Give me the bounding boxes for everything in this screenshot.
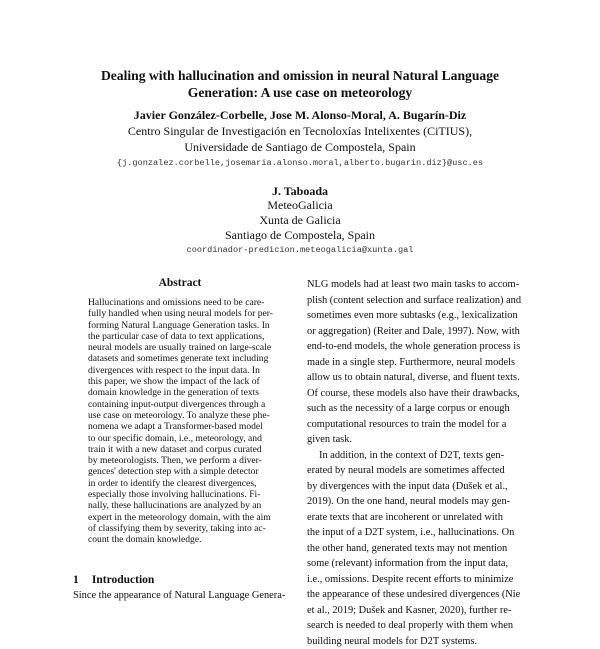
second-author-email: coordinador-predicion.meteogalicia@xunta.gal bbox=[60, 245, 540, 255]
body-line: search is needed to deal properly with them when bbox=[307, 618, 539, 634]
abstract-line: use case on meteorology. To analyze these phe- bbox=[88, 410, 272, 421]
abstract-line: divergences with respect to the input data. In bbox=[88, 365, 272, 376]
title-line-2: Generation: A use case on meteorology bbox=[60, 84, 540, 101]
body-line: some (relevant) information from the input data, bbox=[307, 556, 539, 572]
abstract-line: train it with a new dataset and corpus curated bbox=[88, 444, 272, 455]
body-line: given task. bbox=[307, 432, 539, 448]
abstract-line: in order to identify the clearest divergences, bbox=[88, 478, 272, 489]
abstract-line: Hallucinations and omissions need to be care- bbox=[88, 297, 272, 308]
body-line: erated by neural models are sometimes affected bbox=[307, 463, 539, 479]
abstract-line: domain knowledge in the generation of texts bbox=[88, 387, 272, 398]
abstract-line: count the domain knowledge. bbox=[88, 534, 272, 545]
abstract-line: to our specific domain, i.e., meteorology, and bbox=[88, 433, 272, 444]
affiliation-line-2: Universidade de Santiago de Compostela, Spain bbox=[60, 140, 540, 156]
right-column-body bbox=[307, 277, 539, 649]
body-line: In addition, in the context of D2T, texts gen- bbox=[307, 448, 539, 464]
body-line: end-to-end models, the whole generation process is bbox=[307, 339, 539, 355]
second-affiliation-city: Santiago de Compostela, Spain bbox=[60, 228, 540, 244]
body-line: sometimes even more subtasks (e.g., lexicalization bbox=[307, 308, 539, 324]
author-emails: {j.gonzalez.corbelle,josemaria.alonso.moral,alberto.bugarin.diz}@usc.es bbox=[60, 158, 540, 168]
body-line: erate texts that are incoherent or unrelated with bbox=[307, 510, 539, 526]
body-line: NLG models had at least two main tasks to accom- bbox=[307, 277, 539, 293]
affiliation-line-1: Centro Singular de Investigación en Tecnoloxías Intelixentes (CiTIUS), bbox=[60, 124, 540, 140]
abstract-line: especially those involving hallucinations. Fi- bbox=[88, 489, 272, 500]
abstract-line: forming Natural Language Generation tasks. In bbox=[88, 320, 272, 331]
section-heading-introduction bbox=[73, 574, 154, 586]
title-line-1: Dealing with hallucination and omission in neural Natural Language bbox=[60, 67, 540, 84]
body-line: et al., 2019; Dušek and Kasner, 2020), further re- bbox=[307, 603, 539, 619]
abstract-line: containing input-output divergences through a bbox=[88, 399, 272, 410]
abstract-heading: Abstract bbox=[75, 277, 285, 289]
second-affiliation-org: MeteoGalicia bbox=[60, 198, 540, 214]
body-line: such as the necessity of a large corpus or enough bbox=[307, 401, 539, 417]
body-line: i.e., omissions. Despite recent efforts to minimize bbox=[307, 572, 539, 588]
section-number: 1 bbox=[73, 574, 89, 586]
abstract-line: nally, these hallucinations are analyzed by an bbox=[88, 500, 272, 511]
body-line: made in a single step. Furthermore, neural models bbox=[307, 355, 539, 371]
abstract-line: datasets and sometimes generate text including bbox=[88, 353, 272, 364]
abstract-line: fully handled when using neural models for per- bbox=[88, 308, 272, 319]
abstract-line: of classifying them by severity, taking into ac- bbox=[88, 523, 272, 534]
abstract-line: nomena we adapt a Transformer-based model bbox=[88, 421, 272, 432]
abstract-line: this paper, we show the impact of the lack of bbox=[88, 376, 272, 387]
body-line: or aggregation) (Reiter and Dale, 1997). Now, with bbox=[307, 324, 539, 340]
body-line: the input of a D2T system, i.e., hallucinations. On bbox=[307, 525, 539, 541]
author-names: Javier González-Corbelle, Jose M. Alonso-Moral, A. Bugarín-Diz bbox=[60, 108, 540, 124]
body-line: by divergences with the input data (Dušek et al., bbox=[307, 479, 539, 495]
abstract-line: neural models are usually trained on large-scale bbox=[88, 342, 272, 353]
body-line: 2019). On the one hand, neural models may gen- bbox=[307, 494, 539, 510]
abstract-body bbox=[88, 297, 272, 546]
section-title: Introduction bbox=[92, 574, 154, 586]
body-line: plish (content selection and surface realization) and bbox=[307, 293, 539, 309]
abstract-line: expert in the meteorology domain, with the aim bbox=[88, 512, 272, 523]
body-line: computational resources to train the model for a bbox=[307, 417, 539, 433]
body-line: allow us to obtain natural, diverse, and fluent texts. bbox=[307, 370, 539, 386]
abstract-line: gences' detection step with a simple detector bbox=[88, 466, 272, 477]
abstract-line: the particular case of data to text applications, bbox=[88, 331, 272, 342]
second-affiliation-gov: Xunta de Galicia bbox=[60, 213, 540, 229]
body-line: building neural models for D2T systems. bbox=[307, 634, 539, 649]
second-author-name: J. Taboada bbox=[60, 184, 540, 200]
paper-title bbox=[60, 67, 540, 101]
intro-first-line: Since the appearance of Natural Language Genera- bbox=[73, 590, 285, 601]
abstract-line: by meteorologists. Then, we perform a diver- bbox=[88, 455, 272, 466]
body-line: the appearance of these undesired divergences (Nie bbox=[307, 587, 539, 603]
body-line: Of course, these models also have their drawbacks, bbox=[307, 386, 539, 402]
body-line: the other hand, generated texts may not mention bbox=[307, 541, 539, 557]
